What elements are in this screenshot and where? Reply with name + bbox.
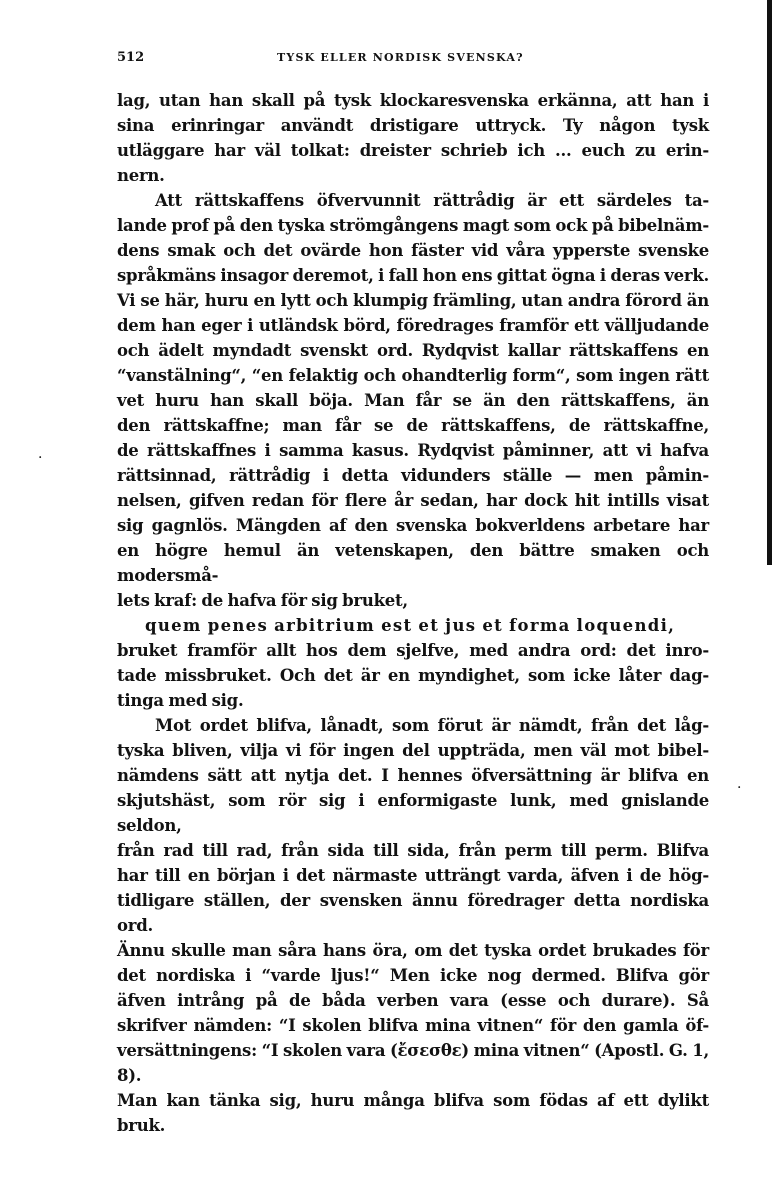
text-line: versättningens: “I skolen vara (ἔσεσθε) mina vitnen“ (Apostl. G. 1, 8). [117, 1041, 709, 1085]
text-line: nämdens sätt att nytja det. I hennes öfversättning är blifva en [117, 766, 709, 785]
text-line: rättsinnad, rättrådig i detta vidunders ställe — men påmin- [117, 466, 709, 485]
text-line: lag, utan han skall på tysk klockaresvenska erkänna, att han i [117, 91, 709, 110]
text-line: bruket framför allt hos dem sjelfve, med andra ord: det inro- [117, 641, 709, 660]
text-line: vet huru han skall böja. Man får se än den rättskaffens, än [117, 391, 709, 410]
latin-quote: quem penes arbitrium est et jus et forma loquendi, [145, 616, 676, 635]
text-line: sina erinringar användt dristigare uttryck. Ty någon tysk [117, 116, 709, 135]
text-line: Mot ordet blifva, lånadt, som förut är nämdt, från det låg- [155, 716, 709, 735]
scan-edge-shadow [767, 0, 772, 565]
text-line: den rättskaffne; man får se de rättskaffens, de rättskaffne, [117, 416, 709, 435]
text-line: “vanstälning“, “en felaktig och ohandterlig form“, som ingen rätt [117, 366, 709, 385]
page-number: 512 [117, 50, 145, 65]
text-line: tyska bliven, vilja vi för ingen del uppträda, men väl mot bibel- [117, 741, 709, 760]
text-line: dens smak och det ovärde hon fäster vid våra ypperste svenske [117, 241, 709, 260]
text-line: det nordiska i “varde ljus!“ Men icke nog dermed. Blifva gör [117, 966, 709, 985]
text-line: Att rättskaffens öfvervunnit rättrådig är ett särdeles ta- [155, 191, 709, 210]
text-line: Ännu skulle man såra hans öra, om det tyska ordet brukades för [117, 941, 709, 960]
text-line: nern. [117, 166, 165, 185]
text-line: utläggare har väl tolkat: dreister schrieb ich ... euch zu erin- [117, 141, 709, 160]
text-line: tinga med sig. [117, 691, 244, 710]
text-line: äfven intrång på de båda verben vara (esse och durare). Så [117, 991, 709, 1010]
body-text [117, 88, 709, 1138]
text-line: från rad till rad, från sida till sida, från perm till perm. Blifva [117, 841, 709, 860]
text-line: lets kraf: de hafva för sig bruket, [117, 591, 408, 610]
page-header [117, 50, 709, 70]
text-line: tidligare ställen, der svensken ännu föredrager detta nordiska ord. [117, 891, 709, 935]
text-line: lande prof på den tyska strömgångens magt som ock på bibelnäm- [117, 216, 709, 235]
text-line: och ädelt myndadt svenskt ord. Rydqvist kallar rättskaffens en [117, 341, 709, 360]
scan-speck: · [737, 780, 742, 796]
text-line: tade missbruket. Och det är en myndighet, som icke låter dag- [117, 666, 709, 685]
text-line: skjutshäst, som rör sig i enformigaste lunk, med gnislande seldon, [117, 791, 709, 835]
text-line: Man kan tänka sig, huru många blifva som födas af ett dylikt bruk. [117, 1091, 709, 1135]
text-line: de rättskaffnes i samma kasus. Rydqvist påminner, att vi hafva [117, 441, 709, 460]
text-line: har till en början i det närmaste utträngt varda, äfven i de hög- [117, 866, 709, 885]
text-line: en högre hemul än vetenskapen, den bättre smaken och modersmå- [117, 541, 709, 585]
text-line: sig gagnlös. Mängden af den svenska bokverldens arbetare har [117, 516, 709, 535]
scan-speck: · [38, 450, 43, 466]
text-line: skrifver nämden: “I skolen blifva mina vitnen“ för den gamla öf- [117, 1016, 709, 1035]
text-line: Vi se här, huru en lytt och klumpig främling, utan andra förord än [117, 291, 709, 310]
text-line: dem han eger i utländsk börd, föredrages framför ett välljudande [117, 316, 709, 335]
text-line: nelsen, gifven redan för flere år sedan, har dock hit intills visat [117, 491, 709, 510]
text-line: språkmäns insagor deremot, i fall hon ens gittat ögna i deras verk. [117, 266, 709, 285]
running-head: TYSK ELLER NORDISK SVENSKA? [277, 51, 524, 64]
